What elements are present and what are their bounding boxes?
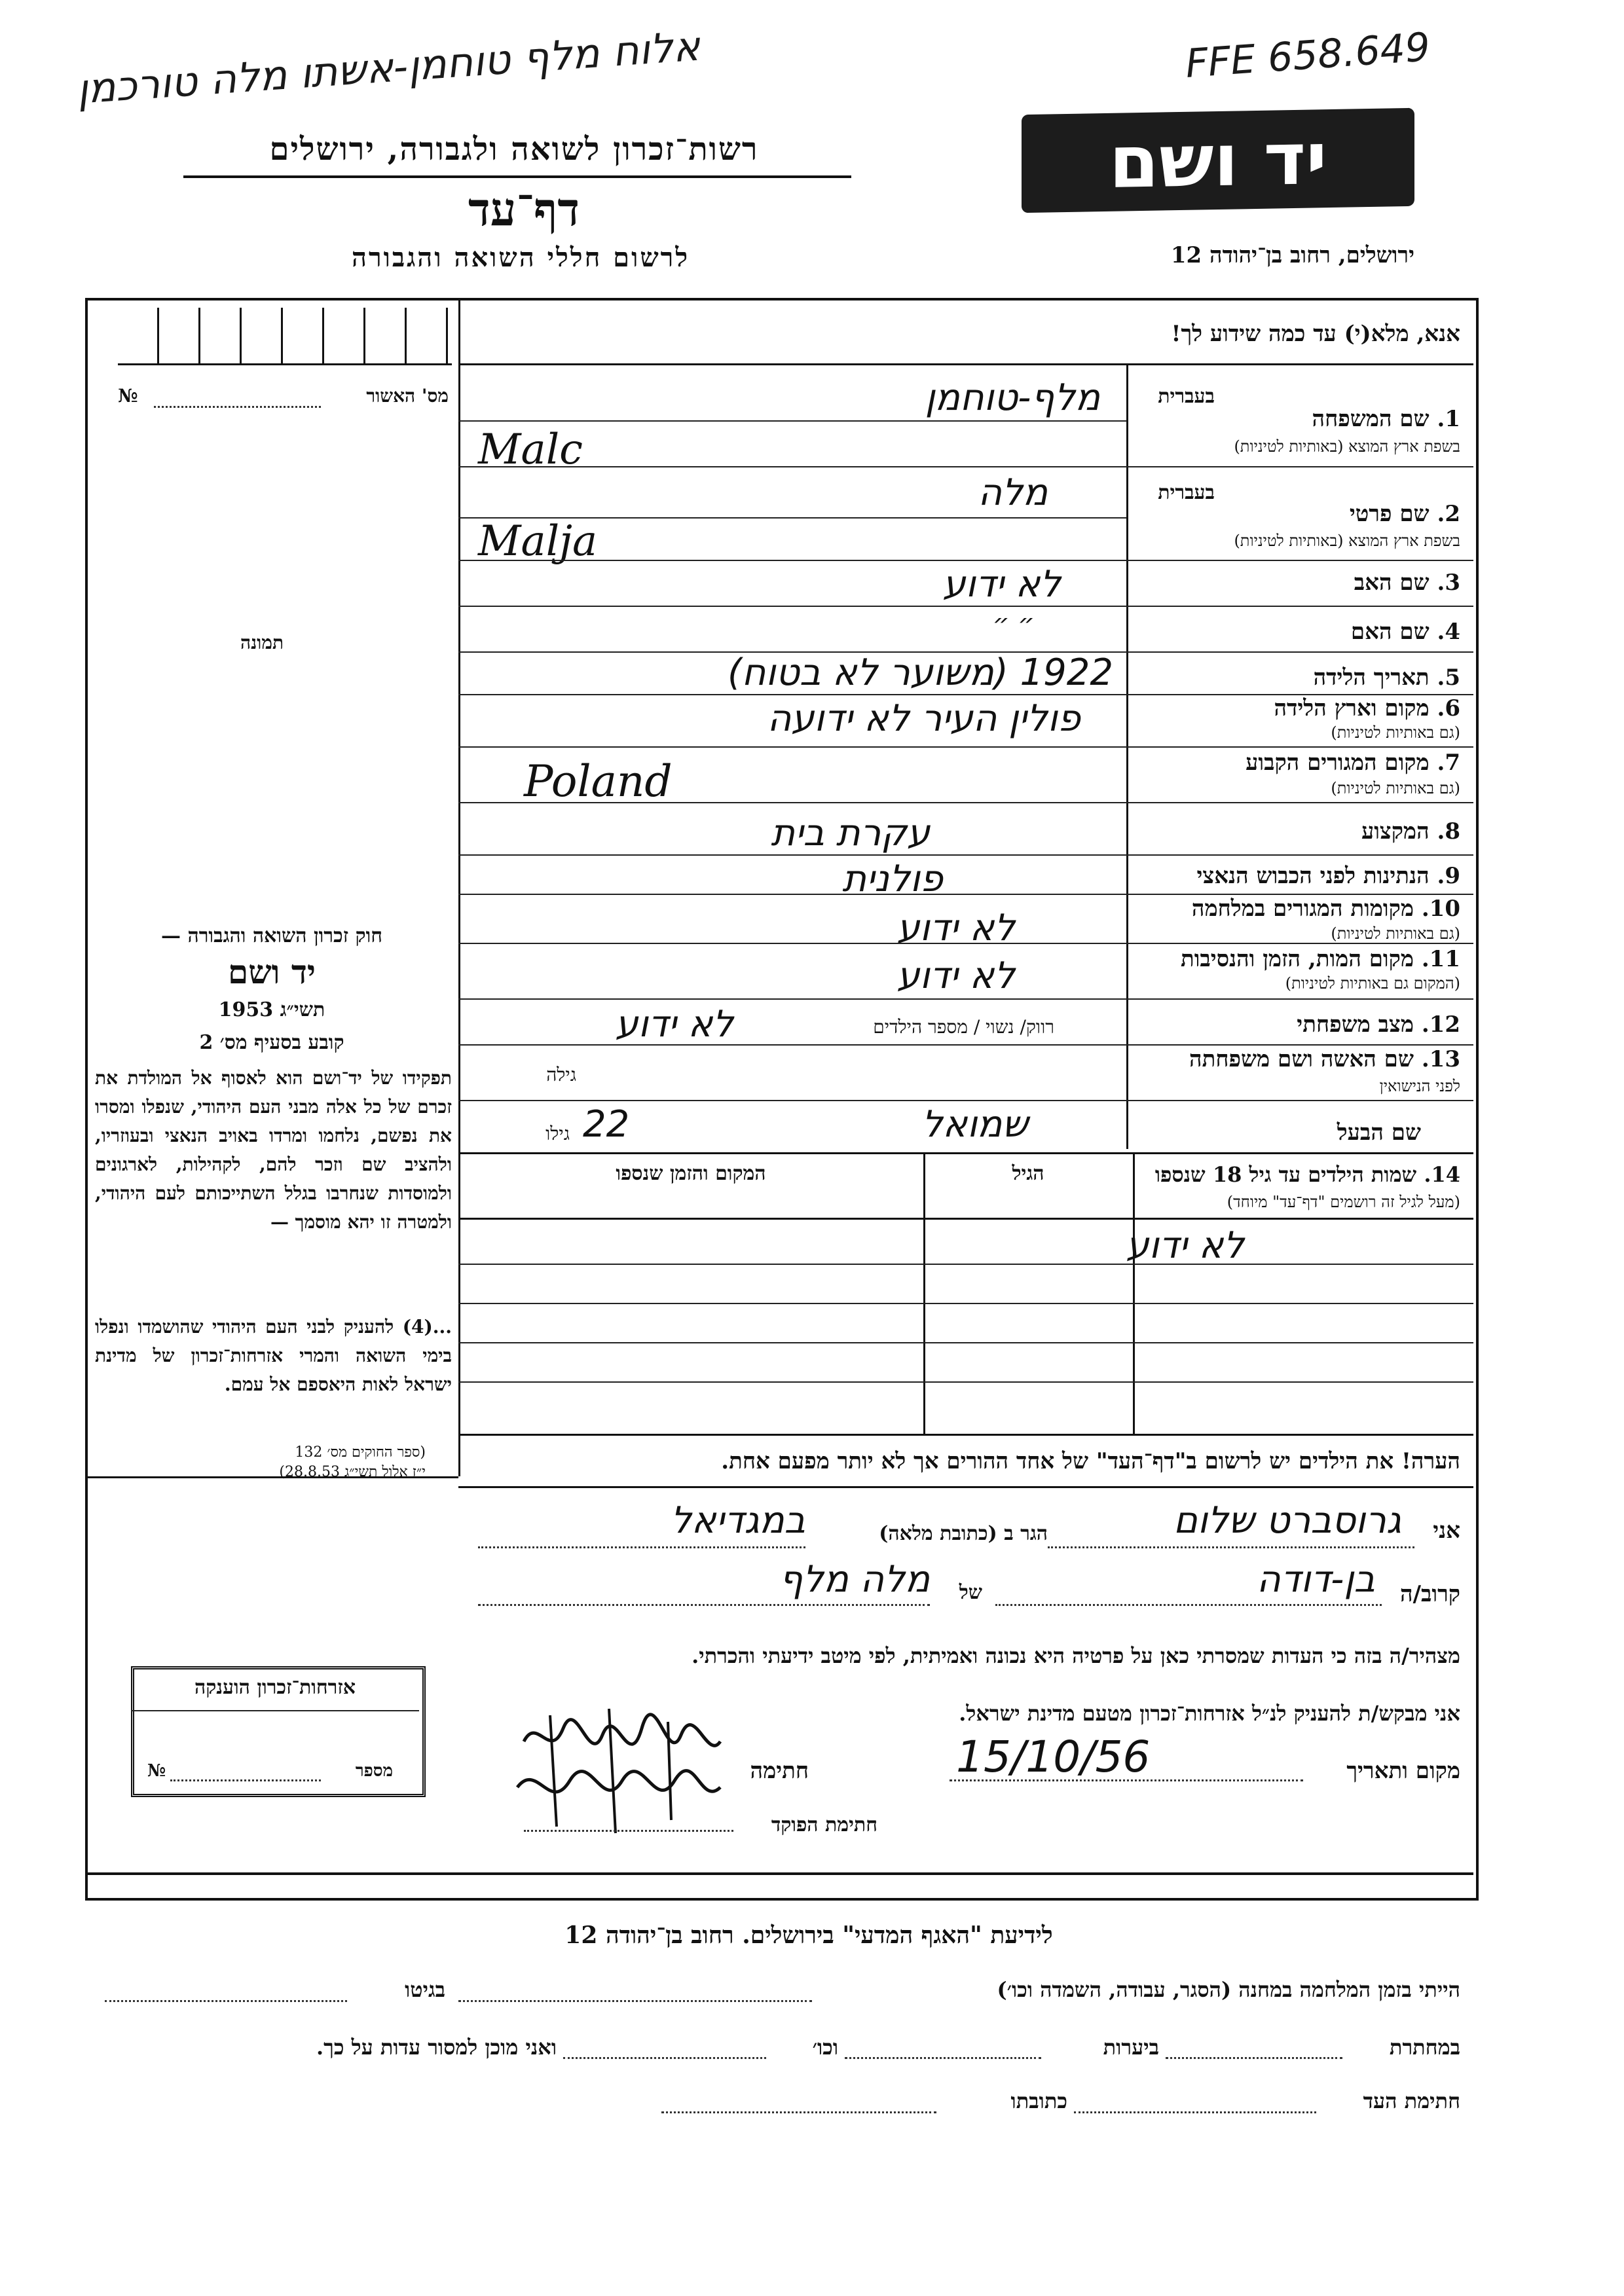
field9-label: 9. הנתינות לפני הכבוש הנאצי bbox=[1196, 863, 1460, 889]
authority-line: רשות־זכרון לשואה ולגבורה, ירושלים bbox=[269, 131, 759, 168]
field4-value: ״ ״ bbox=[992, 609, 1035, 639]
husband-label: שם הבעל bbox=[1337, 1120, 1421, 1146]
husband-value: שמואל bbox=[921, 1103, 1028, 1146]
field4-label: 4. שם האם bbox=[1350, 619, 1460, 645]
bottom-ghetto-dots bbox=[105, 2000, 347, 2002]
children-row-line bbox=[458, 1381, 1473, 1383]
instruction-text: אנא, מלא(י) עד כמה שידוע לך! bbox=[1171, 321, 1460, 347]
signature-label: חתימה bbox=[750, 1758, 809, 1784]
bottom-witness-sig: חתימת העד bbox=[1363, 2088, 1460, 2113]
field10-value: לא ידוע bbox=[896, 907, 1015, 949]
children-value: לא ידוע bbox=[1126, 1224, 1244, 1267]
field10-label: 10. מקומות המגורים במלחמה bbox=[1191, 896, 1460, 922]
bottom-witness-dots bbox=[1074, 2111, 1316, 2113]
declarant-resides-label: הגר ב (כתובת מלאה) bbox=[879, 1522, 1048, 1545]
handwritten-top-note: אלוח מלף טוחמן-אשתו מלה טורכמן bbox=[75, 22, 702, 113]
declaration-text: מצהיר/ה בזה כי העדות שמסרתי כאן על פרטיה היא נכונה ואמיתית, לפי מיטב ידיעתי והכרתי. bbox=[692, 1643, 1460, 1668]
row-line bbox=[458, 943, 1473, 944]
field2-label: 2. שם פרטי bbox=[1349, 501, 1460, 527]
field5-label: 5. תאריך הלידה bbox=[1313, 665, 1460, 691]
declarant-name-line bbox=[1048, 1546, 1414, 1548]
declarant-ani: אני bbox=[1433, 1518, 1460, 1544]
children-row-line bbox=[458, 1303, 1473, 1304]
bottom-title: לידיעת "האגף המדעי" בירושלים. רחוב בן־יהודה 12 bbox=[564, 1922, 1053, 1949]
law-text-2: ...(4) להעניק לבני העם היהודי שהושמדו ונפלו בימי השואה והמרי אזרחות־זכרון של מדינת ישראל לאות היאספם אל עמם. bbox=[95, 1316, 452, 1395]
officer-line bbox=[524, 1830, 733, 1832]
code-cells bbox=[118, 308, 452, 365]
field1-in-hebrew: בעברית bbox=[1158, 385, 1215, 408]
field1-value-latin: Malc bbox=[478, 426, 583, 474]
field7-label: 7. מקום המגורים הקבוע bbox=[1246, 750, 1460, 776]
bottom-underground: במחתרת bbox=[1389, 2035, 1460, 2060]
law-title: חוק זכרון השואה והגבורה — bbox=[161, 924, 382, 947]
field11-value: לא ידוע bbox=[896, 955, 1015, 997]
authority-underline bbox=[183, 175, 851, 178]
children-sub: (מעל לגיל זה רושמים "דף־עד" מיוחד) bbox=[1227, 1193, 1460, 1211]
sidebar-bottom-line bbox=[85, 1476, 458, 1478]
field7-sub: (גם באותיות לטיניות) bbox=[1331, 779, 1460, 797]
of-label: של bbox=[959, 1581, 982, 1604]
law-year: תשי״ג 1953 bbox=[218, 998, 325, 1021]
field5-value: 1922 (משוער לא בטוח) bbox=[727, 651, 1113, 694]
approval-no: № bbox=[118, 385, 138, 407]
sidebar-divider bbox=[458, 298, 460, 1476]
law-text: תפקידו של יד־ושם הוא לאסוף אל המולדת את זכרם של כל אלה מבני העם היהודי, שנפלו ומסרו את נפשם, נלחמו ומרדו באויב הנאצי ובעוזריו, ולהציב שם וזכר להם, לקהילות, לארגונים ולמוסדות שנחרבו בגלל השתייכותם לעם היהודי, ולמטרה זו יהא מוסמך — bbox=[95, 1067, 452, 1233]
relation-value: בן-דודה bbox=[1257, 1558, 1375, 1601]
law-clause: קובע בסעיף מס׳ 2 bbox=[199, 1031, 344, 1054]
field8-label: 8. המקצוע bbox=[1361, 818, 1460, 845]
citizenship-box-title: אזרחות־זכרון הוענקה bbox=[194, 1676, 356, 1699]
children-col-divider bbox=[1133, 1152, 1135, 1434]
field6-label: 6. מקום וארץ הלידה bbox=[1274, 695, 1460, 721]
field8-value: עקרת בית bbox=[771, 812, 930, 854]
approval-label: מס' האשור bbox=[366, 385, 449, 407]
field13-sub: לפני הנישואין bbox=[1379, 1077, 1460, 1095]
law-logo: יד ושם bbox=[228, 953, 316, 991]
form-title: דף־עד bbox=[468, 182, 580, 236]
bottom-forests: ביערות bbox=[1103, 2035, 1159, 2060]
field2-sub: בשפת ארץ המוצא (באותיות לטיניות) bbox=[1234, 532, 1460, 550]
bottom-line1: הייתי בזמן המלחמה במחנה (הסגר, עבודה, השמדה וכו׳) bbox=[997, 1977, 1460, 2002]
bottom-address-dots bbox=[661, 2111, 936, 2113]
field2-value-latin: Malja bbox=[478, 517, 598, 566]
field1-value-hebrew: מלף-טוחמן bbox=[925, 376, 1100, 419]
label-divider bbox=[1126, 363, 1128, 1149]
form-subtitle: לרשום חללי השואה והגבורה bbox=[351, 242, 690, 273]
officer-label: חתימת הפוקד bbox=[771, 1813, 877, 1836]
field9-value: פולנית bbox=[842, 858, 943, 900]
row-line bbox=[458, 606, 1473, 607]
children-col-divider bbox=[923, 1152, 925, 1434]
signature-scribble bbox=[511, 1702, 727, 1840]
row-line bbox=[458, 854, 1473, 856]
relation-line bbox=[995, 1604, 1382, 1606]
field6-value: פולין העיר לא ידועה bbox=[767, 697, 1080, 740]
field10-sub: (גם באותיות לטיניות) bbox=[1331, 924, 1460, 943]
row-line bbox=[458, 1100, 1473, 1101]
citizenship-no-line bbox=[170, 1779, 321, 1781]
field11-sub: (המקום גם באותיות לטיניות) bbox=[1285, 974, 1460, 993]
field12-value: לא ידוע bbox=[615, 1003, 733, 1046]
note-text: הערה! את הילדים יש לרשום ב"דף־העד" של אחד ההורים אך לא יותר מפעם אחת. bbox=[721, 1448, 1460, 1474]
citizenship-no-label: מספר bbox=[355, 1761, 393, 1781]
row-line bbox=[458, 1044, 1473, 1046]
field2-value-hebrew: מלה bbox=[978, 471, 1048, 514]
instruction-underline bbox=[458, 363, 1473, 365]
field11-label: 11. מקום המות, הזמן והנסיבות bbox=[1180, 946, 1460, 972]
citizenship-box-line bbox=[131, 1710, 419, 1711]
children-header-line bbox=[458, 1218, 1473, 1220]
row-line bbox=[458, 420, 1126, 422]
subject-line bbox=[478, 1604, 930, 1606]
row-line bbox=[458, 802, 1473, 803]
yad-vashem-logo: יד ושם bbox=[1022, 108, 1414, 213]
children-age-col: הגיל bbox=[1012, 1162, 1044, 1185]
bottom-etc-dots bbox=[563, 2057, 766, 2059]
row-line bbox=[458, 1152, 1473, 1154]
field12-label: 12. מצב משפחתי bbox=[1297, 1011, 1460, 1038]
children-bottom-line bbox=[458, 1434, 1473, 1436]
request-text: אני מבקש/ת להעניק לנ״ל אזרחות־זכרון מטעם מדינת ישראל. bbox=[959, 1701, 1460, 1726]
children-label: 14. שמות הילדים עד גיל 18 שנספו bbox=[1154, 1162, 1460, 1187]
field3-value: לא ידוע bbox=[942, 563, 1061, 606]
bottom-etc: וכו׳ bbox=[812, 2035, 838, 2060]
field3-label: 3. שם האב bbox=[1354, 570, 1460, 596]
field1-label: 1. שם המשפחה bbox=[1312, 406, 1460, 432]
row-line bbox=[458, 746, 1473, 748]
bottom-frame-line bbox=[85, 1872, 1473, 1875]
row-line bbox=[458, 560, 1473, 561]
field13-label: 13. שם האשה ושם משפחתה bbox=[1189, 1046, 1460, 1072]
field13-age-label: גילה bbox=[546, 1064, 576, 1085]
field1-sub: בשפת ארץ המוצא (באותיות לטיניות) bbox=[1234, 437, 1460, 456]
law-date: י״ז אלול תשי״ג 28.8.53) bbox=[279, 1464, 426, 1480]
bottom-address: כתובתו bbox=[1010, 2088, 1067, 2113]
row-line bbox=[458, 998, 1473, 1000]
relative-label: קרוב/ה bbox=[1400, 1581, 1460, 1607]
husband-age-label: גילו bbox=[545, 1123, 570, 1144]
children-row-line bbox=[458, 1264, 1473, 1265]
note-bottom-line bbox=[458, 1486, 1473, 1488]
photo-label: תמונה bbox=[240, 632, 284, 653]
field12-printed: רווק/ נשוי / מספר הילדים bbox=[873, 1016, 1054, 1038]
bottom-forests-dots bbox=[845, 2057, 1041, 2059]
address-line: ירושלים, רחוב בן־יהודה 12 bbox=[1170, 242, 1414, 268]
declarant-name: גרוסברט שלום bbox=[1173, 1499, 1401, 1542]
field2-in-hebrew: בעברית bbox=[1158, 481, 1215, 504]
archive-code: FFE 658.649 bbox=[1184, 24, 1432, 87]
children-place-col: המקום והזמן שנספו bbox=[616, 1162, 766, 1185]
approval-dotline bbox=[154, 406, 321, 408]
subject-value: מלה מלף bbox=[779, 1558, 930, 1601]
row-line bbox=[458, 466, 1473, 467]
bottom-underground-dots bbox=[1166, 2057, 1342, 2059]
bottom-line1-dots bbox=[458, 2000, 812, 2002]
bottom-testimony: ואני מוכן למסור עדות על כך. bbox=[316, 2035, 557, 2060]
declarant-address: במגדיאל bbox=[671, 1499, 805, 1542]
children-row-line bbox=[458, 1342, 1473, 1343]
husband-age-value: 22 bbox=[583, 1103, 630, 1146]
declarant-address-line bbox=[478, 1546, 805, 1548]
place-date-label: מקום ותאריך bbox=[1346, 1758, 1460, 1784]
date-value: 15/10/56 bbox=[956, 1732, 1151, 1782]
field7-value: Poland bbox=[524, 756, 673, 807]
field6-sub: (גם באותיות לטיניות) bbox=[1331, 723, 1460, 742]
citizenship-no-symbol: № bbox=[147, 1761, 166, 1781]
bottom-ghetto: בגיטו bbox=[405, 1977, 445, 2002]
law-source: (ספר החוקים מס׳ 132 bbox=[295, 1444, 426, 1461]
row-line bbox=[458, 894, 1473, 895]
